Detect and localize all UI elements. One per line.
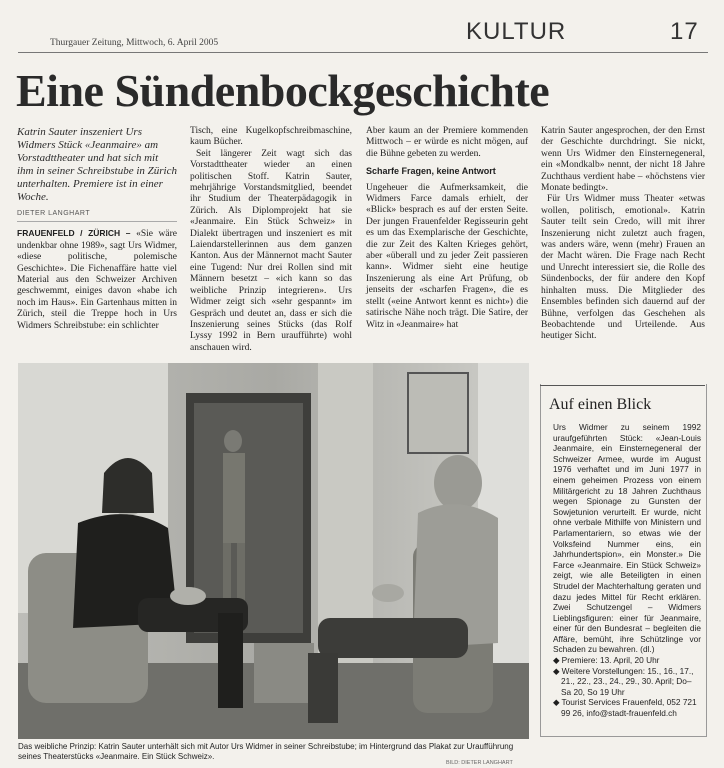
byline: DIETER LANGHART <box>17 208 177 222</box>
article-paragraph <box>17 228 177 332</box>
info-box-body: Urs Widmer zu seinem 1992 uraufgeführten Stück: «Jean-Louis Jeanmaire, ein Einsternegeneral der Schweizer Armee, wurde im August 1976 verhaftet und im Juni 1977 in einem geheimen Prozess von einem Militärgericht zu 18 Jahren Zuchthaus wegen Spionage zu Gunsten der Sowjetunion verurteilt. Er wurde, nicht ohne verbale Mithilfe von Ministern und Parlamentariern, so etwas wie der Volksfeind Nummer eins, ein Jahrhundertspion», ein Monster.» Die Farce «Jeanmaire. Ein Stück Schweiz» zeigt, wie alle Beteiligten in einen Strudel der Machterhaltung geraten und dazu jedes Mittel für Recht erklären. Zwei Schutzengel – Widmers Lieblingsfiguren: einer für Jeanmaire, einer für den Bundesrat – begleiten die Affäre, bemüht, ihre Schützlinge vor Schaden zu bewahren. (dl.) <box>553 422 701 655</box>
info-item: ◆ Tourist Services Frauenfeld, 052 721 99 26, info@stadt-frauenfeld.ch <box>553 697 697 719</box>
article-text: «Sie wäre undenkbar ohne 1989», sagt Urs Widmer, «diese politische, polemische Geschichte». Die Fichenaffäre hatte viel Material aus den Schweizer Archiven geschwemmt, einiges davon «habe ich noch im Haus». Ein Gartenhaus mitten in Zürich, steil die Treppe hoch in Urs Widmers Schreibstube: ein schlichter <box>17 229 177 331</box>
article-paragraph: Tisch, eine Kugelkopfschreibmaschine, kaum Bücher. <box>190 126 352 148</box>
article-paragraph: Seit längerer Zeit wagt sich das Vorstadttheater wieder an einen politischen Stoff. Katrin Sauter, mehrjährige Vorstandsmitglied, beendet ihr Studium der Theaterpädagogik in Zürich. Als Diplomprojekt hat sie «Jeanmaire. Ein Stück Schweiz» in Dialekt übertragen und inszeniert es mit Laiendarstellerinnen aus dem ganzen Kanton. Aus der Männernot macht Sauter eine Tugend: Nur drei Rollen sind mit Männern besetzt – «ich kann so das weibliche Prinzip integrieren». Urs Widmer zeigt sich «sehr gespannt» im Gespräch und deutet an, dass er sich die Inszenierung seines Stücks (das Rolf Lyssy 1992 in Bern uraufführte) wohl anschauen wird. <box>190 148 352 353</box>
photo-illustration <box>18 363 529 739</box>
section-label: KULTUR <box>466 18 567 45</box>
header-divider <box>18 52 708 53</box>
article-paragraph: Ungeheuer die Aufmerksamkeit, die Widmers Farce damals erhielt, der «Blick» besprach es auf der ersten Seite. Der jungen Frauenfelder Regisseurin geht es um das Exemplarische der Geschichte, die zur Zeit des Kalten Krieges gehört, aber «überall und zu jeder Zeit passieren kann». Widmer sieht eine heutige Inszenierung als eine Art Prüfung, ob jenseits der «scharfen Fragen», die es stellt («eine Antwort kennt es nicht») die satirische Nähe noch trägt. Die Satire, der Witz in «Jeanmaire» hat <box>366 182 528 330</box>
info-item: ◆ Weitere Vorstellungen: 15., 16., 17., 21., 22., 23., 24., 29., 30. April; Do–Sa 20, So 19 Uhr <box>553 665 694 697</box>
article-paragraph: Für Urs Widmer muss Theater «etwas wollen, politisch, emotional». Katrin Sauter teilt sein Credo, will mit ihrer Inszenierung nicht zuletzt auch fragen, was anders wäre, wenn (mehr) Frauen an der Macht wären. Die Frage nach Recht und Unrecht interessiert sie, die Rolle des Sündenbocks, der für andere den Kopf hinhalten muss. Die Mitglieder des Ensembles befinden sich dauernd auf der Bühne, verfolgen das Geschehen als Beobachtende und Urteilende. Aus heutiger Sicht. <box>541 194 705 342</box>
article-column-1 <box>17 126 177 332</box>
dateline: FRAUENFELD / ZÜRICH – <box>17 228 131 239</box>
article-column-4 <box>541 126 705 343</box>
paper-info: Thurgauer Zeitung, Mittwoch, 6. April 2005 <box>50 38 219 48</box>
subheading: Scharfe Fragen, keine Antwort <box>366 166 496 177</box>
article-column-2 <box>190 126 352 354</box>
article-photo <box>18 363 529 739</box>
photo-credit: BILD: DIETER LANGHART <box>446 760 513 766</box>
info-item: ◆ Premiere: 13. April, 20 Uhr <box>553 655 660 666</box>
lede: Katrin Sauter inszeniert Urs Widmers Stück «Jeanmaire» am Vorstadttheater und hat sich mit ihm in seiner Schreibstube in Zürich unterhalten. Premiere ist in einer Woche. <box>17 126 177 203</box>
article-column-3 <box>366 126 528 331</box>
article-paragraph: Katrin Sauter angesprochen, der den Ernst der Geschichte durchdringt. Sie nickt, wenn Urs Widmer den Einsternegeneral, ein «Mondkalb» nennt, der nicht 18 Jahre Zuchthaus verdient habe – «höchstens vier Monate bedingt». <box>541 126 705 194</box>
section-header <box>466 18 699 46</box>
info-box-top-rule <box>540 385 705 386</box>
info-box-title: Auf einen Blick <box>549 396 652 413</box>
article-paragraph: Aber kaum an der Premiere kommenden Mittwoch – er würde es nicht mögen, auf die Bühne gebeten zu werden. <box>366 126 528 159</box>
headline: Eine Sündenbockgeschichte <box>16 65 550 116</box>
info-box-text <box>553 422 701 719</box>
photo-caption: Das weibliche Prinzip: Katrin Sauter unterhält sich mit Autor Urs Widmer in seiner Schreibstube; im Hintergrund das Plakat zur Uraufführung seines Theaterstücks «Jeanmaire. Ein Stück Schweiz». <box>18 742 514 761</box>
page-number: 17 <box>670 18 699 45</box>
